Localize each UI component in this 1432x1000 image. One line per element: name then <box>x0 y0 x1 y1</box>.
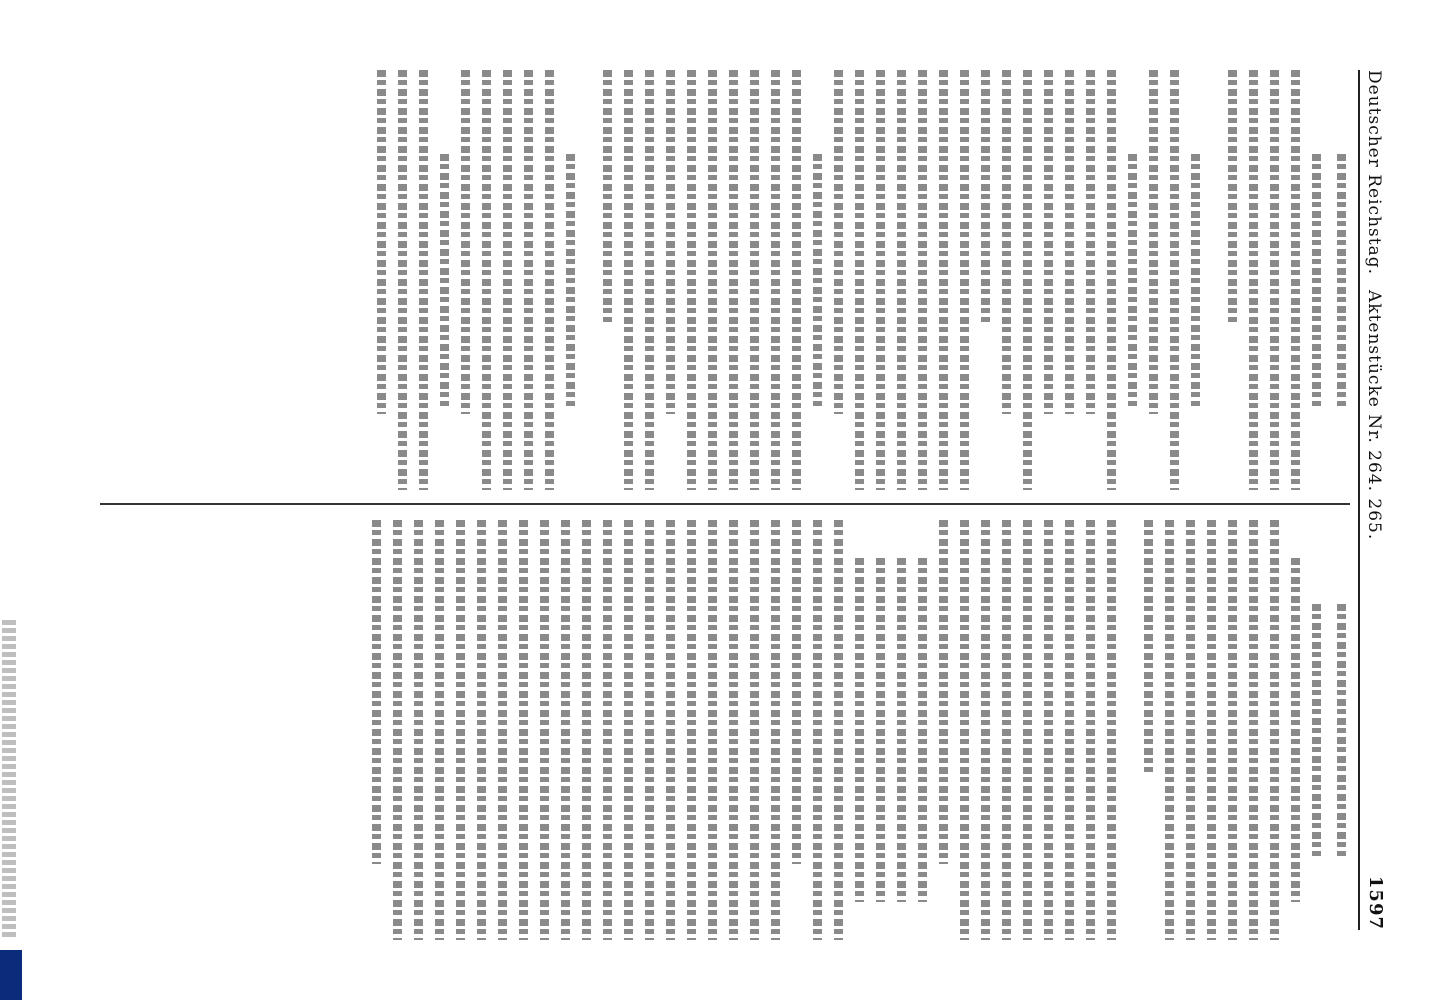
document-page <box>36 30 1416 970</box>
side-caption <box>2 620 16 940</box>
column-divider <box>100 503 1350 505</box>
dfg-logo <box>0 950 22 1000</box>
header-left: Deutscher Reichstag. <box>1364 70 1384 275</box>
header-center: Aktenstücke Nr. 264. 265. <box>1364 290 1384 541</box>
running-header <box>1358 70 1386 930</box>
right-column <box>360 520 1346 940</box>
left-column <box>365 70 1346 490</box>
number-heading <box>1337 154 1346 406</box>
page-number: 1597 <box>1365 875 1386 930</box>
